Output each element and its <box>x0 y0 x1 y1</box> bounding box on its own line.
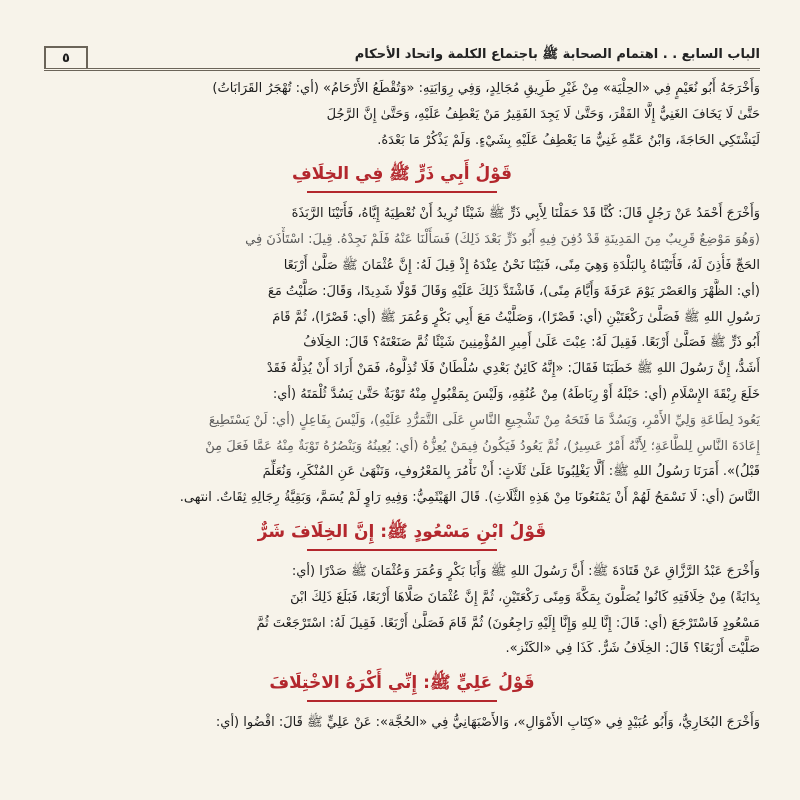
text-line: مَسْعُودٍ فَاسْتَرْجَعَ (أي: قَالَ: إِنَّا لِلهِ وَإِنَّا إِلَيْهِ رَاجِعُونَ) ثُمَّ قَامَ فَصَلَّىٰ أَرْبَعًا. فَقِيلَ لَهُ: اسْتَرْجَعْتَ ثُمَّ <box>256 615 760 631</box>
running-header <box>44 44 760 71</box>
text-line: أَشَدُّ، إِنَّ رَسُولَ اللهِ ﷺ خَطَبَنَا فَقَالَ: «إِنَّهُ كَائِنٌ بَعْدِي سُلْطَانٌ فَلَا تُذِلُّوهُ، فَمَنْ أَرَادَ أَنْ يُذِلَّهُ فَقَدْ <box>266 361 760 377</box>
text-line: قَبْلُ)». أَمَرَنَا رَسُولُ اللهِ ﷺ: أَلَّا يَغْلِبُونَا عَلَىٰ ثَلَاثٍ: أَنْ نَأْمُرَ بِالمَعْرُوفِ، وَنَنْهَىٰ عَنِ المُنْكَرِ، وَنُعَلِّمَ <box>262 464 760 480</box>
heading-text: قَوْلُ أَبِي ذَرٍّ ﷺ فِي الخِلَافِ <box>291 164 513 185</box>
heading-text: قَوْلُ ابْنِ مَسْعُودٍ ﷺ: إِنَّ الخِلَافَ شَرٌّ <box>257 521 547 542</box>
text-line: الحَجِّ فَأُذِنَ لَهُ، فَأَتَيْنَاهُ بِالبَلْدَةِ وَهِيَ مِنًى، فَبَيْنَا نَحْنُ عِنْدَهُ إِذْ قِيلَ لَهُ: إِنَّ عُثْمَانَ ﷺ صَلَّىٰ أَرْبَعًا <box>283 257 760 273</box>
paragraph-3 <box>44 559 760 662</box>
text-line: وَأَخْرَجَهُ أَبُو نُعَيْمٍ فِي «الحِلْيَة» مِنْ غَيْرِ طَرِيقِ مُجَالِدٍ، وَفِي رِوَايَتِهِ: «وَتُقْطَعُ الأَرْحَامُ» (أي: تُهْجَرُ القَرَابَاتُ) <box>212 81 760 96</box>
text-line: خَلَعَ رِبْقَةَ الإِسْلَامِ (أي: حَبْلَهُ أَوْ رِبَاطَهُ) مِنْ عُنُقِهِ، وَلَيْسَ بِمَقْبُولٍ مِنْهُ تَوْبَةٌ حَتَّىٰ يَسُدَّ ثُلْمَتَهُ (أي: <box>272 386 760 402</box>
paragraph-2 <box>44 201 760 511</box>
heading-underline <box>307 700 497 702</box>
text-line: بِدَايَةً) مِنْ خِلَافَتِهِ كَانُوا يُصَلُّونَ بِمَكَّةَ وَمِنًى رَكْعَتَيْنِ، ثُمَّ إِنَّ عُثْمَانَ صَلَّاهَا أَرْبَعًا، فَبَلَغَ ذَلِكَ ابْنَ <box>290 589 760 605</box>
paragraph-1 <box>44 76 760 153</box>
section-heading-ibn-masud <box>44 521 760 551</box>
page-content <box>44 76 760 736</box>
text-line: صَلَّيْتَ أَرْبَعًا؟ قَالَ: الخِلَافُ شَرٌّ. كَذَا فِي «الكَنْز». <box>505 641 760 657</box>
text-line: وَأَخْرَجَ عَبْدُ الرَّزَّاقِ عَنْ قَتَادَةَ ﷺ: أَنَّ رَسُولَ اللهِ ﷺ وَأَبَا بَكْرٍ وَعُمَرَ وَعُثْمَانَ ﷺ صَدْرًا (أي: <box>291 563 760 579</box>
text-line: أَبُو ذَرٍّ ﷺ فَصَلَّىٰ أَرْبَعًا. فَقِيلَ لَهُ: عِبْتَ عَلَىٰ أَمِيرِ المُؤْمِنِينَ شَيْئًا ثُمَّ صَنَعْتَهُ؟ قَالَ: الخِلَافُ <box>303 335 760 351</box>
text-line: وَأَخْرَجَ أَحْمَدُ عَنْ رَجُلٍ قَالَ: كُنَّا قَدْ حَمَلْنَا لِأَبِي ذَرٍّ ﷺ شَيْئًا نُرِيدُ أَنْ نُعْطِيَهُ إِيَّاهُ، فَأَتَيْنَا الرَّبَذَةَ <box>291 206 760 222</box>
text-line: وَأَخْرَجَ البُخَارِيُّ، وَأَبُو عُبَيْدٍ فِي «كِتَابِ الأَمْوَالِ»، وَالأَصْبَهَانِيُّ فِي «الحُجَّة»: عَنْ عَلِيٍّ ﷺ قَالَ: اقْضُوا (أي: <box>215 715 760 731</box>
paragraph-4 <box>44 710 760 736</box>
text-line: النَّاسَ (أي: لَا نَسْمَحُ لَهُمْ أَنْ يَمْنَعُونَا مِنْ هَذِهِ الثَّلَاثِ). قَالَ الهَيْثَمِيُّ: وَفِيهِ رَاوٍ لَمْ يُسَمَّ، وَبَقِيَّةُ رِجَالِهِ ثِقَاتٌ. انتهى. <box>179 490 760 506</box>
heading-text: قَوْلُ عَلِيٍّ ﷺ: إِنِّي أَكْرَهُ الاخْتِلَافَ <box>269 673 535 694</box>
text-line: لَيَشْتَكِي الحَاجَةَ، وَابْنُ عَمِّهِ غَنِيٌّ مَا يَعْطِفُ عَلَيْهِ بِشَيْءٍ. وَلَمْ يَذْكُرْ مَا بَعْدَهُ. <box>377 132 760 148</box>
heading-underline <box>307 191 497 193</box>
page-number: ٥ <box>44 46 88 68</box>
section-heading-abu-dharr <box>44 163 760 193</box>
heading-underline <box>307 549 497 551</box>
text-line: رَسُولِ اللهِ ﷺ فَصَلَّىٰ رَكْعَتَيْنِ (أي: قَصْرًا)، وَصَلَّيْتُ مَعَ أَبِي بَكْرٍ وَعُمَرَ ﷺ (أي: قَصْرًا)، ثُمَّ قَامَ <box>272 309 760 325</box>
text-line: إِعَادَةَ النَّاسِ لِلطَّاعَةِ؛ لِأَنَّهُ أَمْرٌ عَسِيرٌ)، ثُمَّ يَعُودُ فَيَكُونُ فِيمَنْ يُعِزُّهُ (أي: يُعِينُهُ وَيَنْصُرُهُ تَوْبَةٌ مِنْهُ عَمَّا فَعَلَ مِنْ <box>205 438 760 454</box>
text-line: (وَهُوَ مَوْضِعٌ قَرِيبٌ مِنَ المَدِينَةِ قَدْ دُفِنَ فِيهِ أَبُو ذَرٍّ بَعْدَ ذَلِكَ) فَسَأَلْنَا عَنْهُ فَلَمْ نَجِدْهُ. قِيلَ: اسْتَأْذَنَ فِي <box>245 232 760 248</box>
text-line: يَعُودَ لِطَاعَةِ وَلِيِّ الأَمْرِ، وَيَسُدَّ مَا فَتَحَهُ مِنْ تَشْجِيعِ النَّاسِ عَلَى التَّمَرُّدِ عَلَيْهِ)، وَلَيْسَ بِفَاعِلٍ (أي: لَنْ يَسْتَطِيعَ <box>208 412 760 428</box>
section-heading-ali <box>44 672 760 702</box>
text-line: حَتَّىٰ لَا يَخَافَ الغَنِيُّ إِلَّا الفَقْرَ، وَحَتَّىٰ لَا يَجِدَ الفَقِيرُ مَنْ يَعْطِفُ عَلَيْهِ، وَحَتَّىٰ إِنَّ الرَّجُلَ <box>326 106 760 122</box>
text-line: (أي: الظُّهْرَ وَالعَصْرَ يَوْمَ عَرَفَةَ وَأَيَّامَ مِنًى)، فَاشْتَدَّ ذَلِكَ عَلَيْهِ وَقَالَ قَوْلًا شَدِيدًا، وَقَالَ: صَلَّيْتُ مَعَ <box>267 283 760 299</box>
chapter-title: الباب السابع . . اهتمام الصحابة ﷺ باجتماع الكلمة واتحاد الأحكام <box>354 47 760 62</box>
